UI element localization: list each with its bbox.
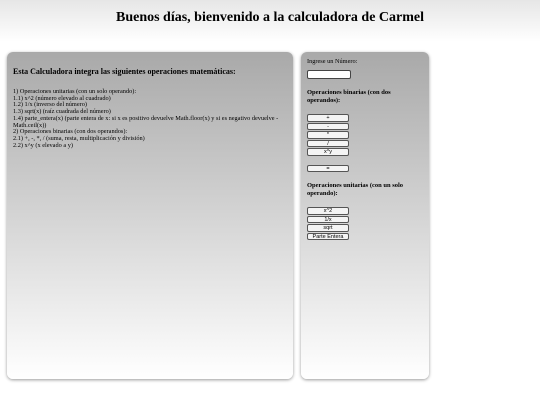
unary-section-title: Operaciones unitarias (con un solo operando): (307, 182, 404, 197)
page-title: Buenos días, bienvenido a la calculadora de Carmel (115, 10, 425, 25)
description-list (13, 89, 287, 149)
description-line: 1.4) parte_entera(x) (parte entera de x: si x es positivo devuelve Math.floor(x) y si es negativo devuelve -Math.ceil(x)) (13, 114, 279, 129)
description-line: 1.3) sqrt(x) (raíz cuadrada del número) (13, 108, 111, 116)
inverse-button[interactable]: 1/x (307, 216, 349, 224)
description-line: 1.1) x^2 (número elevado al cuadrado) (13, 94, 111, 102)
calculator-panel (301, 52, 429, 379)
add-button[interactable]: + (307, 114, 349, 122)
power-button[interactable]: x^y (307, 148, 349, 156)
description-line: 2.2) x^y (x elevado a y) (13, 141, 73, 149)
binary-section-title: Operaciones binarias (con dos operandos): (307, 89, 391, 104)
divide-button[interactable]: / (307, 140, 349, 148)
description-panel (7, 52, 293, 379)
description-line: 2) Operaciones binarias (con dos operandos): (13, 128, 128, 136)
sqrt-button[interactable]: sqrt (307, 224, 349, 232)
square-button[interactable]: x^2 (307, 207, 349, 215)
description-heading: Esta Calculadora integra las siguientes operaciones matemáticas: (13, 67, 236, 76)
equals-button[interactable]: = (307, 165, 349, 173)
description-line: 1.2) 1/x (inverso del número) (13, 101, 87, 109)
subtract-button[interactable]: - (307, 123, 349, 131)
integer-part-button[interactable]: Parte Entera (307, 233, 349, 241)
description-line: 1) Operaciones unitarias (con un solo operando): (13, 88, 137, 95)
number-input-label: Ingrese un Número: (307, 58, 358, 65)
number-input[interactable] (307, 70, 351, 79)
description-line: 2.1) +, -, *, / (suma, resta, multiplicación y división) (13, 134, 145, 142)
multiply-button[interactable]: * (307, 131, 349, 139)
